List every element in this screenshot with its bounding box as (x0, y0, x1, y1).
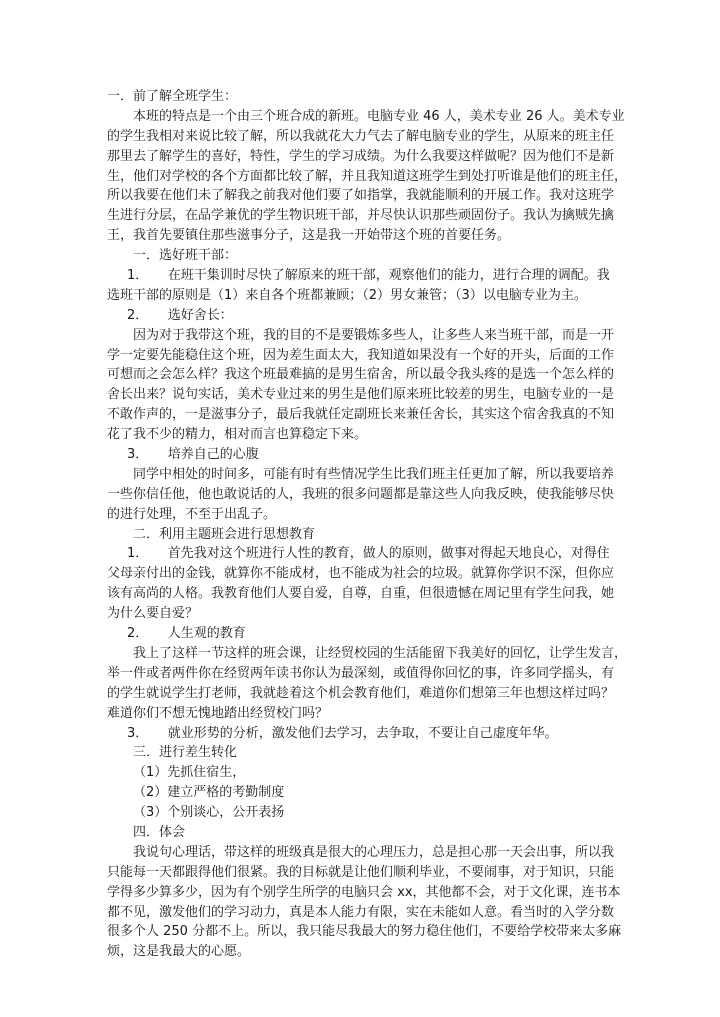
paragraph-line: 可想而之会怎么样？我这个班最难搞的是男生宿舍，所以最令我头疼的是选一个怎么样的 (107, 367, 615, 383)
paragraph-line: 生，他们对学校的各个方面都比较了解，并且我知道这班学生到处打听谁是他们的班主任， (107, 168, 628, 184)
numbered-item: 1． 在班干集训时尽快了解原来的班干部，观察他们的能力，进行合理的调配。我 (127, 268, 610, 284)
paragraph-line: 的学生我相对来说比较了解，所以我就花大力气去了解电脑专业的学生，从原来的班主任 (107, 128, 615, 144)
paragraph-line: 一些你信任他，他也敢说话的人，我班的很多问题都是靠这些人向我反映，使我能够尽快 (107, 486, 615, 502)
paragraph-line: 王，我首先要镇住那些滋事分子，这是我一开始带这个班的首要任务。 (107, 228, 511, 244)
paragraph-line: 烦，这是我最大的心愿。 (107, 944, 251, 960)
paragraph-line: 只能每一天都跟得他们很紧。我的目标就是让他们顺利毕业，不要闹事，对于知识，只能 (107, 864, 615, 880)
numbered-item: 1． 首先我对这个班进行人性的教育，做人的原则，做事对得起天地良心，对得住 (127, 546, 610, 562)
paragraph-line: 所以我要在他们未了解我之前我对他们要了如指掌，我就能顺利的开展工作。我对这班学 (107, 188, 615, 204)
paragraph-line: 的学生就说学生打老师，我就趁着这个机会教育他们，难道你们想第三年也想这样过吗？ (107, 685, 615, 701)
paragraph-line: 很多个人 250 分都不上。所以，我只能尽我最大的努力稳住他们，不要给学校带来太多麻 (107, 924, 622, 940)
paragraph-line: 选班干部的原则是（1）来自各个班都兼顾；（2）男女兼管；（3）以电脑专业为主。 (107, 287, 587, 303)
paragraph-line: 的进行处理，不至于出乱子。 (107, 506, 277, 522)
paragraph-line: 那里去了解学生的喜好，特性，学生的学习成绩。为什么我要这样做呢？因为他们不是新 (107, 148, 615, 164)
section-heading: 一．前了解全班学生： (107, 89, 238, 104)
paragraph-line: 生进行分层，在品学兼优的学生物识班干部，并尽快认识那些顽固份子。我认为擒贼先擒 (107, 208, 615, 224)
subsection-heading: 二．利用主题班会进行思想教育 (133, 526, 316, 542)
paragraph-line: 难道你们不想无愧地踏出经贸校门吗？ (107, 705, 329, 721)
list-item: （2）建立严格的考勤制度 (133, 785, 285, 801)
list-item: （1）先抓住宿生， (133, 765, 246, 781)
paragraph-line: 因为对于我带这个班，我的目的不是要锻炼多些人，让多些人来当班干部，而是一开 (133, 327, 615, 343)
paragraph-line: 该有高尚的人格。我教育他们人要自爱，自尊，自重，但很遗憾在周记里有学生问我，她 (107, 586, 615, 602)
numbered-item: 3． 就业形势的分析，激发他们去学习，去争取，不要让自己虚度年华。 (127, 725, 558, 741)
paragraph-line: 为什么要自爱？ (107, 606, 199, 622)
subsection-heading: 一．选好班干部： (133, 248, 238, 264)
paragraph-line: 本班的特点是一个由三个班合成的新班。电脑专业 46 人，美术专业 26 人。美术专业 (133, 108, 625, 124)
paragraph-line: 父母亲付出的金钱，就算你不能成材，也不能成为社会的垃圾。就算你学识不深，但你应 (107, 566, 615, 582)
numbered-item: 3． 培养自己的心腹 (127, 447, 259, 463)
paragraph-line: 都不见，激发他们的学习动力，真是本人能力有限，实在未能如人意。看当时的入学分数 (107, 904, 615, 920)
subsection-heading: 三．进行差生转化 (133, 745, 238, 761)
paragraph-line: 花了我不少的精力，相对而言也算稳定下来。 (107, 427, 368, 443)
paragraph-line: 举一件或者两件你在经贸两年读书你认为最深刻，或值得你回忆的事，许多同学摇头，有 (107, 665, 615, 681)
paragraph-line: 不敢作声的，一是滋事分子，最后我就任定副班长来兼任舍长，其实这个宿舍我真的不知 (107, 407, 615, 423)
numbered-item: 2． 选好舍长： (127, 307, 233, 323)
paragraph-line: 学一定要先能稳住这个班，因为差生面太大，我知道如果没有一个好的开头，后面的工作 (107, 347, 615, 363)
document-page (107, 87, 628, 962)
numbered-item: 2． 人生观的教育 (127, 626, 246, 642)
paragraph-line: 学得多少算多少，因为有个别学生所学的电脑只会 xx，其他都不会，对于文化课，连书本 (107, 884, 621, 900)
subsection-heading: 四．体会 (133, 824, 186, 840)
paragraph-line: 同学中相处的时间多，可能有时有些情况学生比我们班主任更加了解，所以我要培养 (133, 466, 615, 482)
paragraph-line: 我说句心理话，带这样的班级真是很大的心理压力，总是担心那一天会出事，所以我 (133, 844, 615, 860)
list-item: （3）个别谈心，公开表扬 (133, 805, 285, 821)
paragraph-line: 舍长出来？说句实话，美术专业过来的男生是他们原来班比较差的男生，电脑专业的一是 (107, 387, 615, 403)
paragraph-line: 我上了这样一节这样的班会课，让经贸校园的生活能留下我美好的回忆，让学生发言， (133, 645, 628, 661)
